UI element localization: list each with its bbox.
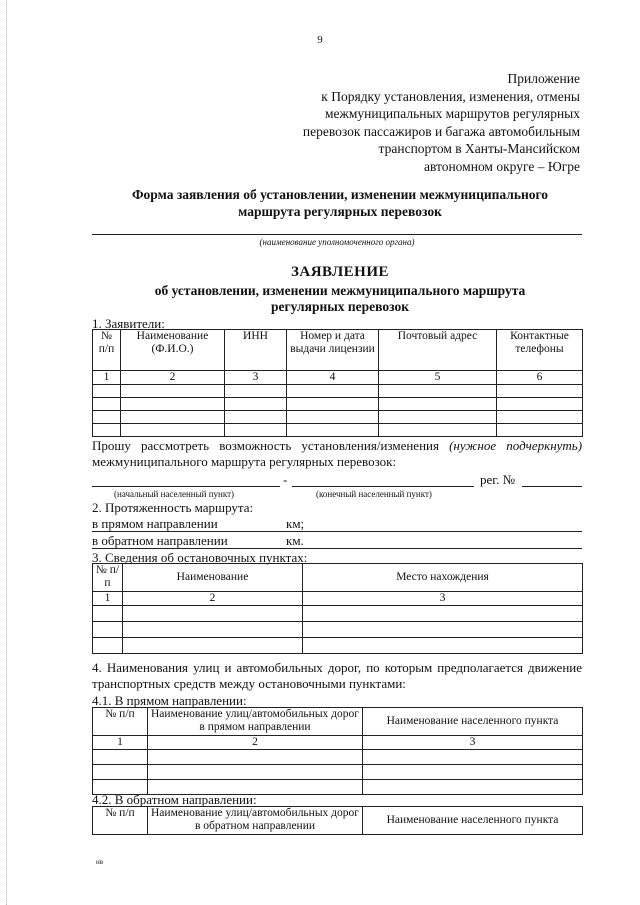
table-cell[interactable]: [225, 424, 287, 437]
statement-subtitle-line: регулярных перевозок: [271, 299, 409, 314]
organ-caption: (наименование уполномоченного органа): [259, 237, 415, 247]
forward-length-label: в прямом направлении: [92, 516, 218, 531]
table-cell[interactable]: [363, 750, 583, 765]
appendix-line: межмуниципальных маршрутов регулярных: [324, 106, 580, 122]
section4-title-line-2: транспортных средств между остановочными пунктами:: [92, 676, 406, 691]
table-cell[interactable]: [497, 385, 583, 398]
table-cell[interactable]: [148, 750, 363, 765]
end-point-field[interactable]: [292, 486, 474, 487]
table-cell[interactable]: [363, 765, 583, 780]
start-point-field[interactable]: [92, 486, 280, 487]
section2-title: 2. Протяженность маршрута:: [92, 500, 254, 515]
table-header-row: [93, 708, 583, 736]
table-cell[interactable]: [93, 765, 148, 780]
table-cell[interactable]: [497, 411, 583, 424]
header-cell: Номер и дата выдачи лицензии: [287, 330, 379, 371]
request-word: установления/изменения: [301, 438, 439, 453]
table-cell[interactable]: [287, 411, 379, 424]
table-cell[interactable]: [93, 385, 121, 398]
number-cell: 2: [121, 371, 225, 385]
header-cell: № п/п: [93, 564, 123, 592]
table-number-row: [93, 736, 583, 750]
header-cell: Наименование улиц/автомобильных дорог в прямом направлении: [148, 708, 363, 736]
table-cell[interactable]: [303, 622, 583, 638]
header-cell: № п/п: [93, 708, 148, 736]
table-header-row: [93, 330, 583, 371]
request-line-1: [92, 438, 582, 454]
forward-km-label: км;: [286, 516, 305, 531]
stops-table: [92, 563, 583, 654]
table-cell[interactable]: [93, 398, 121, 411]
number-cell: 3: [363, 736, 583, 750]
number-cell: 1: [93, 736, 148, 750]
statement-subtitle-line: об установлении, изменении межмуниципального маршрута: [154, 283, 526, 298]
table-row: [93, 424, 583, 437]
table-cell[interactable]: [379, 424, 497, 437]
organ-name-line: [92, 234, 582, 235]
number-cell: 3: [303, 592, 583, 606]
section41-title: 4.1. В прямом направлении:: [92, 693, 247, 708]
table-number-row: [93, 371, 583, 385]
header-cell: Наименование населенного пункта: [363, 708, 583, 736]
table-header-row: [93, 807, 583, 835]
form-title: [90, 186, 590, 220]
table-cell[interactable]: [121, 385, 225, 398]
number-cell: 1: [93, 371, 121, 385]
number-cell: 5: [379, 371, 497, 385]
request-line-2: межмуниципального маршрута регулярных перевозок:: [92, 454, 397, 469]
header-cell: Место нахождения: [303, 564, 583, 592]
number-cell: 2: [123, 592, 303, 606]
table-cell[interactable]: [497, 424, 583, 437]
header-cell: Почтовый адрес: [379, 330, 497, 371]
forward-length-field[interactable]: [92, 531, 582, 532]
backward-length-label: в обратном направлении: [92, 533, 228, 548]
appendix-line: транспортом в Ханты-Мансийском: [378, 141, 580, 157]
table-row: [93, 622, 583, 638]
footer-note: нв: [96, 858, 104, 866]
number-cell: 6: [497, 371, 583, 385]
table-cell[interactable]: [121, 424, 225, 437]
table-header-row: [93, 564, 583, 592]
table-cell[interactable]: [93, 638, 123, 654]
request-note: подчеркнуть): [506, 438, 583, 453]
reg-number-label: рег. №: [480, 472, 516, 487]
statement-subtitle: [90, 283, 590, 315]
table-cell[interactable]: [379, 398, 497, 411]
table-cell[interactable]: [497, 398, 583, 411]
section42-title: 4.2. В обратном направлении:: [92, 792, 257, 807]
header-cell: Контактные телефоны: [497, 330, 583, 371]
applicants-table: [92, 329, 583, 437]
section3-title: 3. Сведения об остановочных пунктах:: [92, 550, 308, 565]
table-cell[interactable]: [379, 411, 497, 424]
page-number: 9: [317, 34, 323, 46]
table-cell[interactable]: [121, 398, 225, 411]
table-number-row: [93, 592, 583, 606]
table-cell[interactable]: [93, 750, 148, 765]
table-cell[interactable]: [123, 606, 303, 622]
request-word: рассмотреть: [141, 438, 210, 453]
number-cell: 1: [93, 592, 123, 606]
reg-number-field[interactable]: [522, 486, 582, 487]
section1-title: 1. Заявители:: [92, 316, 165, 331]
table-row: [93, 750, 583, 765]
table-cell[interactable]: [121, 411, 225, 424]
table-cell[interactable]: [303, 606, 583, 622]
table-row: [93, 638, 583, 654]
request-note: (нужное: [449, 438, 497, 453]
table-row: [93, 411, 583, 424]
header-cell: № п/п: [93, 330, 121, 371]
appendix-block: [260, 70, 580, 176]
forward-roads-table: [92, 707, 583, 795]
request-word: Прошу: [92, 438, 131, 453]
header-cell: Наименование: [123, 564, 303, 592]
appendix-line: к Порядку установления, изменения, отмены: [321, 88, 580, 104]
end-point-caption: (конечный населенный пункт): [316, 489, 432, 499]
statement-title: ЗАЯВЛЕНИЕ: [290, 264, 390, 280]
form-title-line: маршрута регулярных перевозок: [238, 204, 442, 219]
table-cell[interactable]: [303, 638, 583, 654]
section4-title-line-1: 4. Наименования улиц и автомобильных дорог, по которым предполагается движение: [92, 660, 582, 675]
number-cell: 2: [148, 736, 363, 750]
backward-roads-table: [92, 806, 583, 835]
table-cell[interactable]: [93, 411, 121, 424]
table-cell[interactable]: [379, 385, 497, 398]
table-cell[interactable]: [148, 765, 363, 780]
request-word: возможность: [219, 438, 292, 453]
header-cell: Наименование улиц/автомобильных дорог в обратном направлении: [148, 807, 363, 835]
table-cell[interactable]: [363, 780, 583, 795]
backward-length-field[interactable]: [92, 548, 582, 549]
start-point-caption: (начальный населенный пункт): [114, 489, 235, 499]
header-cell: Наименование (Ф.И.О.): [121, 330, 225, 371]
table-cell[interactable]: [123, 638, 303, 654]
number-cell: 3: [225, 371, 287, 385]
table-cell[interactable]: [93, 606, 123, 622]
table-cell[interactable]: [287, 424, 379, 437]
scan-margin-line: [6, 0, 7, 905]
route-dash: -: [283, 472, 288, 487]
table-cell[interactable]: [93, 622, 123, 638]
table-cell[interactable]: [225, 411, 287, 424]
table-row: [93, 606, 583, 622]
table-row: [93, 385, 583, 398]
table-cell[interactable]: [123, 622, 303, 638]
appendix-line: Приложение: [507, 71, 580, 86]
table-row: [93, 765, 583, 780]
table-cell[interactable]: [225, 385, 287, 398]
appendix-line: перевозок пассажиров и багажа автомобильным: [302, 123, 580, 139]
header-cell: ИНН: [225, 330, 287, 371]
header-cell: Наименование населенного пункта: [363, 807, 583, 835]
number-cell: 4: [287, 371, 379, 385]
table-row: [93, 398, 583, 411]
table-cell[interactable]: [93, 424, 121, 437]
appendix-line: автономном округе – Югре: [423, 158, 580, 174]
table-cell[interactable]: [225, 398, 287, 411]
backward-km-label: км.: [286, 533, 304, 548]
form-title-line: Форма заявления об установлении, изменении межмуниципального: [131, 187, 549, 202]
header-cell: № п/п: [93, 807, 148, 835]
table-cell[interactable]: [287, 385, 379, 398]
table-cell[interactable]: [287, 398, 379, 411]
